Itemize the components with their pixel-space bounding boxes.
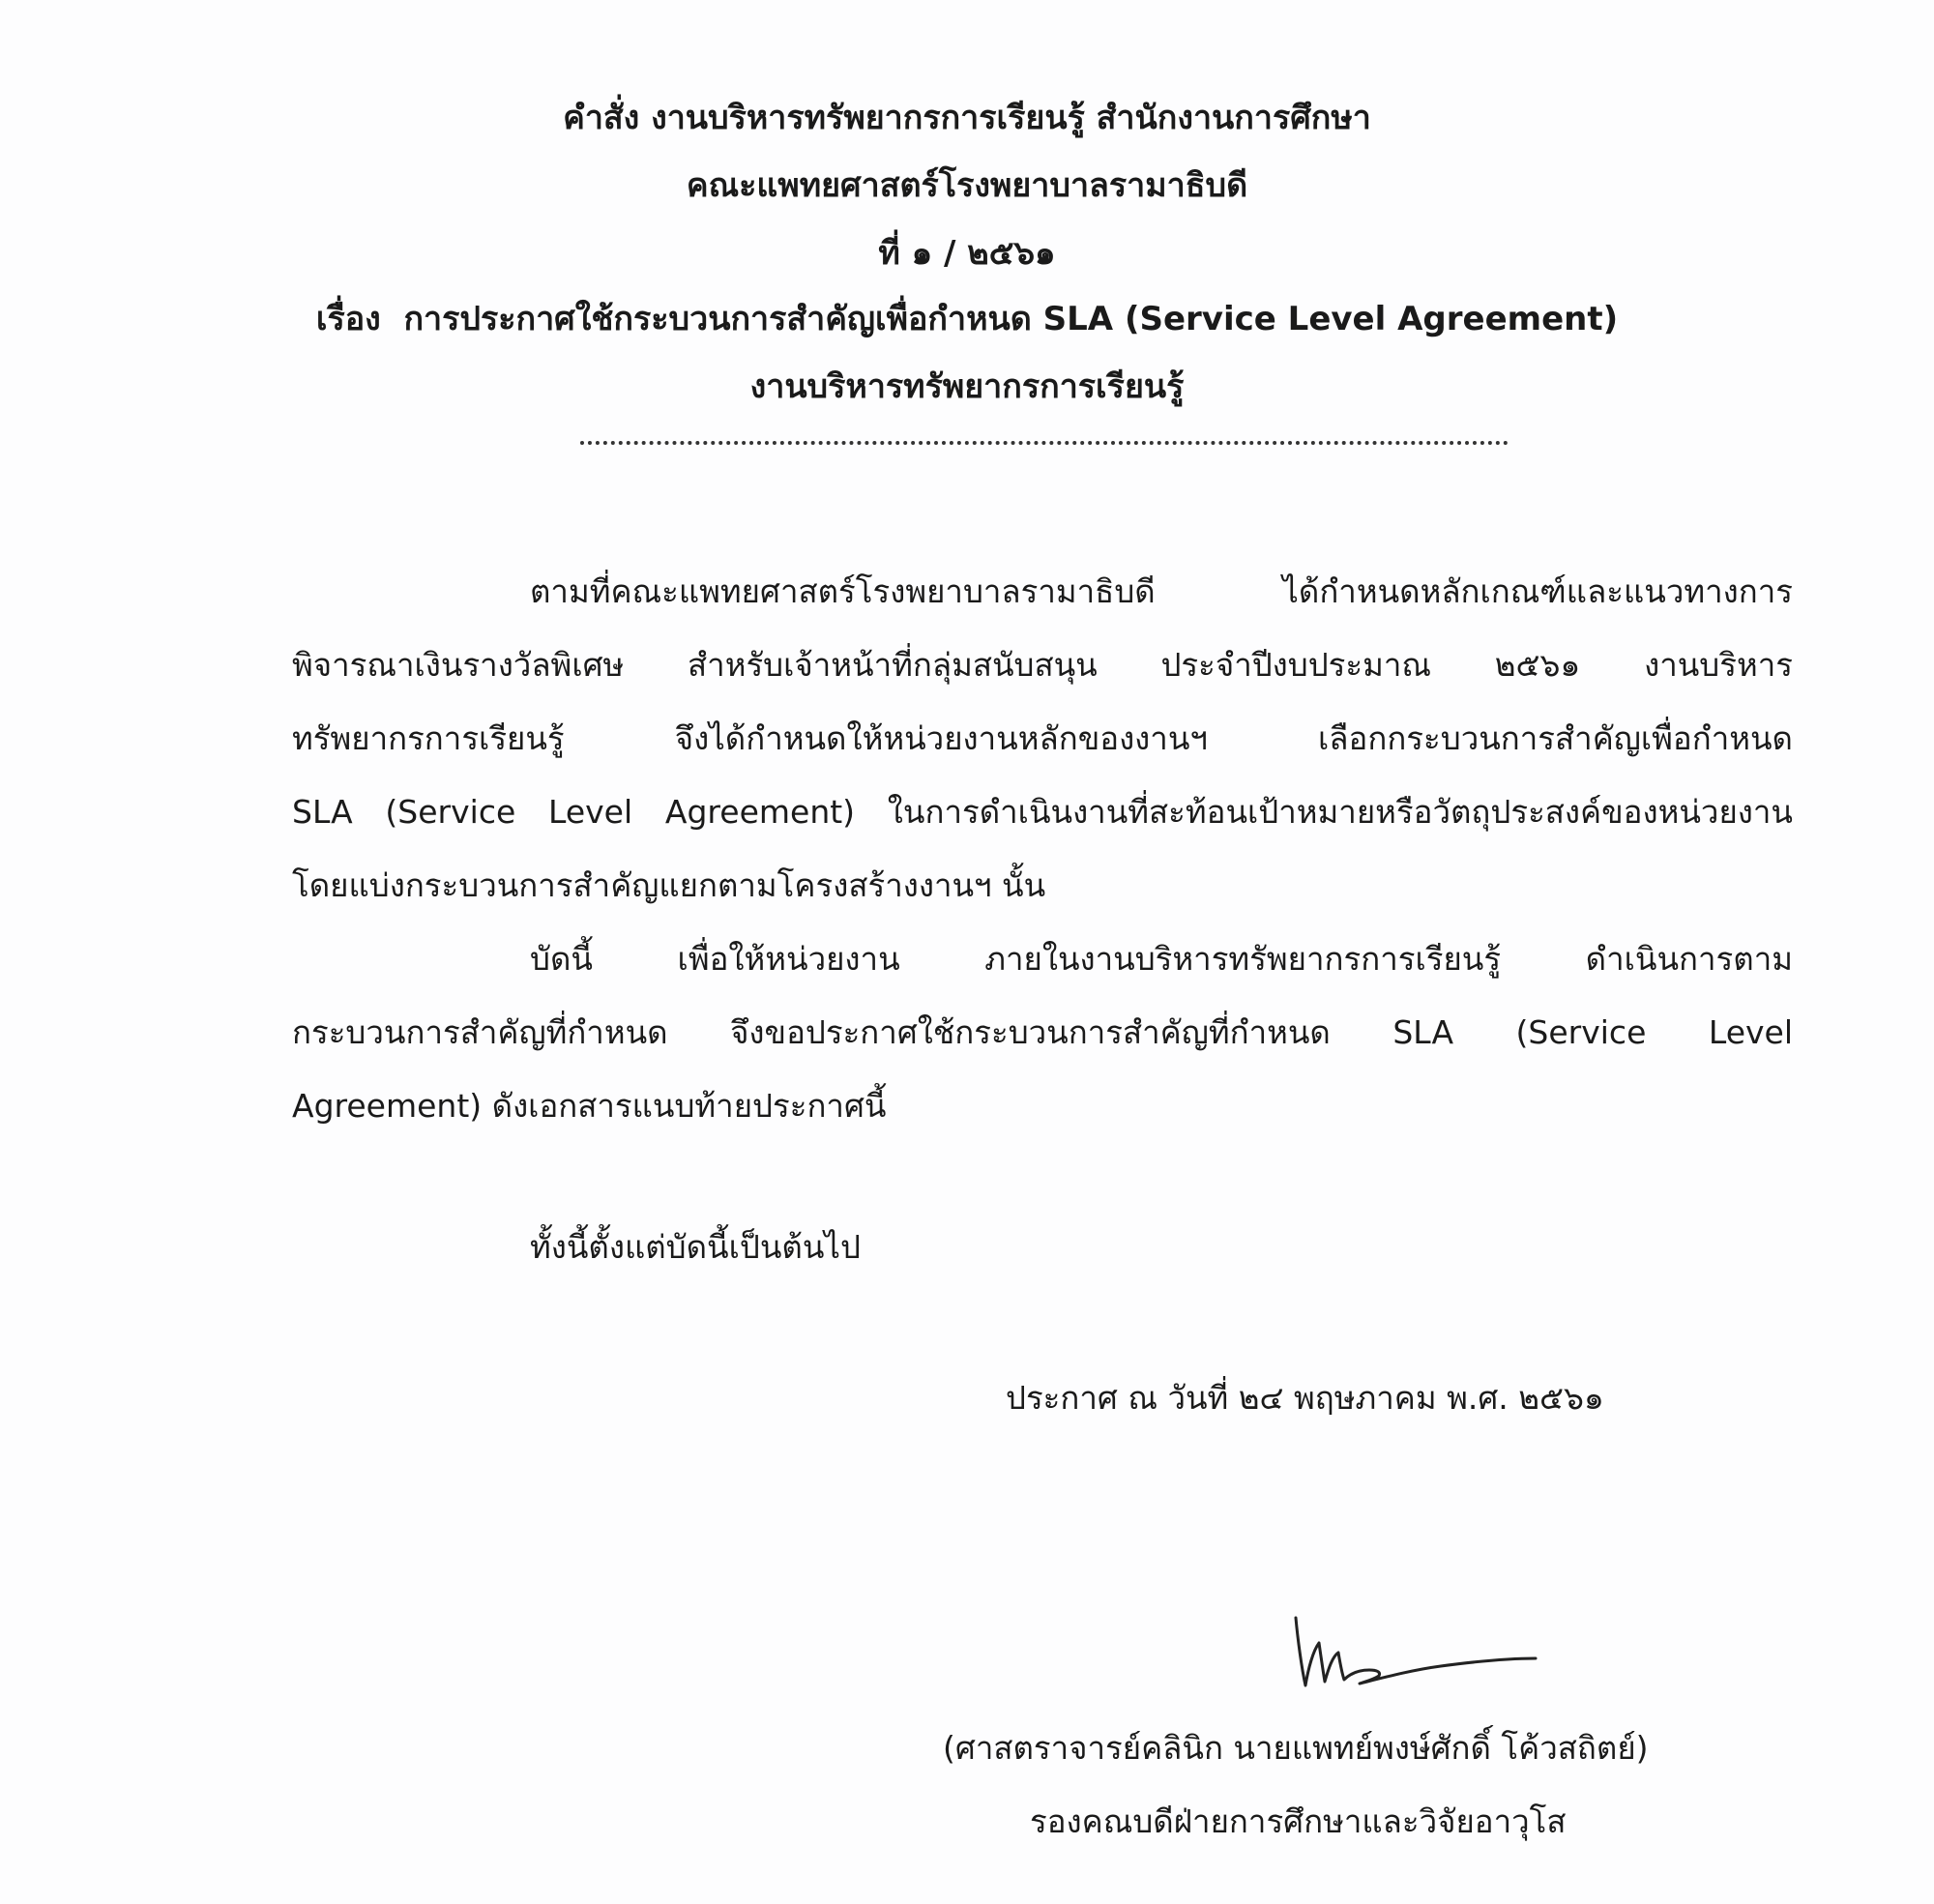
announcement-date: ประกาศ ณ วันที่ ๒๔ พฤษภาคม พ.ศ. ๒๕๖๑ xyxy=(1006,1379,1604,1417)
paragraph-2-line-1: บัดนี้ เพื่อให้หน่วยงาน ภายในงานบริหารทรัพยากรการเรียนรู้ ดำเนินการตาม xyxy=(530,940,1793,978)
effective-statement: ทั้งนี้ตั้งแต่บัดนี้เป็นต้นไป xyxy=(530,1228,861,1266)
paragraph-1-line-2: พิจารณาเงินรางวัลพิเศษ สำหรับเจ้าหน้าที่กลุ่มสนับสนุน ประจำปีงบประมาณ ๒๕๖๑ งานบริหาร xyxy=(292,646,1793,684)
subject-label: เรื่อง xyxy=(315,300,381,338)
paragraph-2-line-3: Agreement) ดังเอกสารแนบท้ายประกาศนี้ xyxy=(292,1087,887,1125)
signatory-name: (ศาสตราจารย์คลินิก นายแพทย์พงษ์ศักดิ์ โค้วสถิตย์) xyxy=(943,1729,1649,1767)
faculty-name: คณะแพทยศาสตร์โรงพยาบาลรามาธิบดี xyxy=(686,166,1248,205)
signature-icon xyxy=(1276,1600,1567,1707)
order-number: ที่ ๑ / ๒๕๖๑ xyxy=(878,234,1056,273)
order-title: คำสั่ง งานบริหารทรัพยากรการเรียนรู้ สำนักงานการศึกษา xyxy=(563,99,1371,137)
subject-text: การประกาศใช้กระบวนการสำคัญเพื่อกำหนด SLA (Service Level Agreement) xyxy=(403,300,1619,338)
paragraph-1-line-5: โดยแบ่งกระบวนการสำคัญแยกตามโครงสร้างงานฯ นั้น xyxy=(292,866,1046,904)
subject-line xyxy=(0,298,1934,340)
signatory-position: รองคณบดีฝ่ายการศึกษาและวิจัยอาวุโส xyxy=(1030,1802,1567,1840)
paragraph-1-line-3: ทรัพยากรการเรียนรู้ จึงได้กำหนดให้หน่วยงานหลักของงานฯ เลือกกระบวนการสำคัญเพื่อกำหนด xyxy=(292,719,1793,757)
paragraph-2-line-2: กระบวนการสำคัญที่กำหนด จึงขอประกาศใช้กระบวนการสำคัญที่กำหนด SLA (Service Level xyxy=(292,1013,1793,1051)
paragraph-1-line-4: SLA (Service Level Agreement) ในการดำเนินงานที่สะท้อนเป้าหมายหรือวัตถุประสงค์ของหน่วยงาน xyxy=(292,793,1793,831)
paragraph-1-line-1: ตามที่คณะแพทยศาสตร์โรงพยาบาลรามาธิบดี ได้กำหนดหลักเกณฑ์และแนวทางการ xyxy=(530,572,1793,610)
dotted-divider xyxy=(580,437,1509,445)
department-name: งานบริหารทรัพยากรการเรียนรู้ xyxy=(749,367,1185,406)
